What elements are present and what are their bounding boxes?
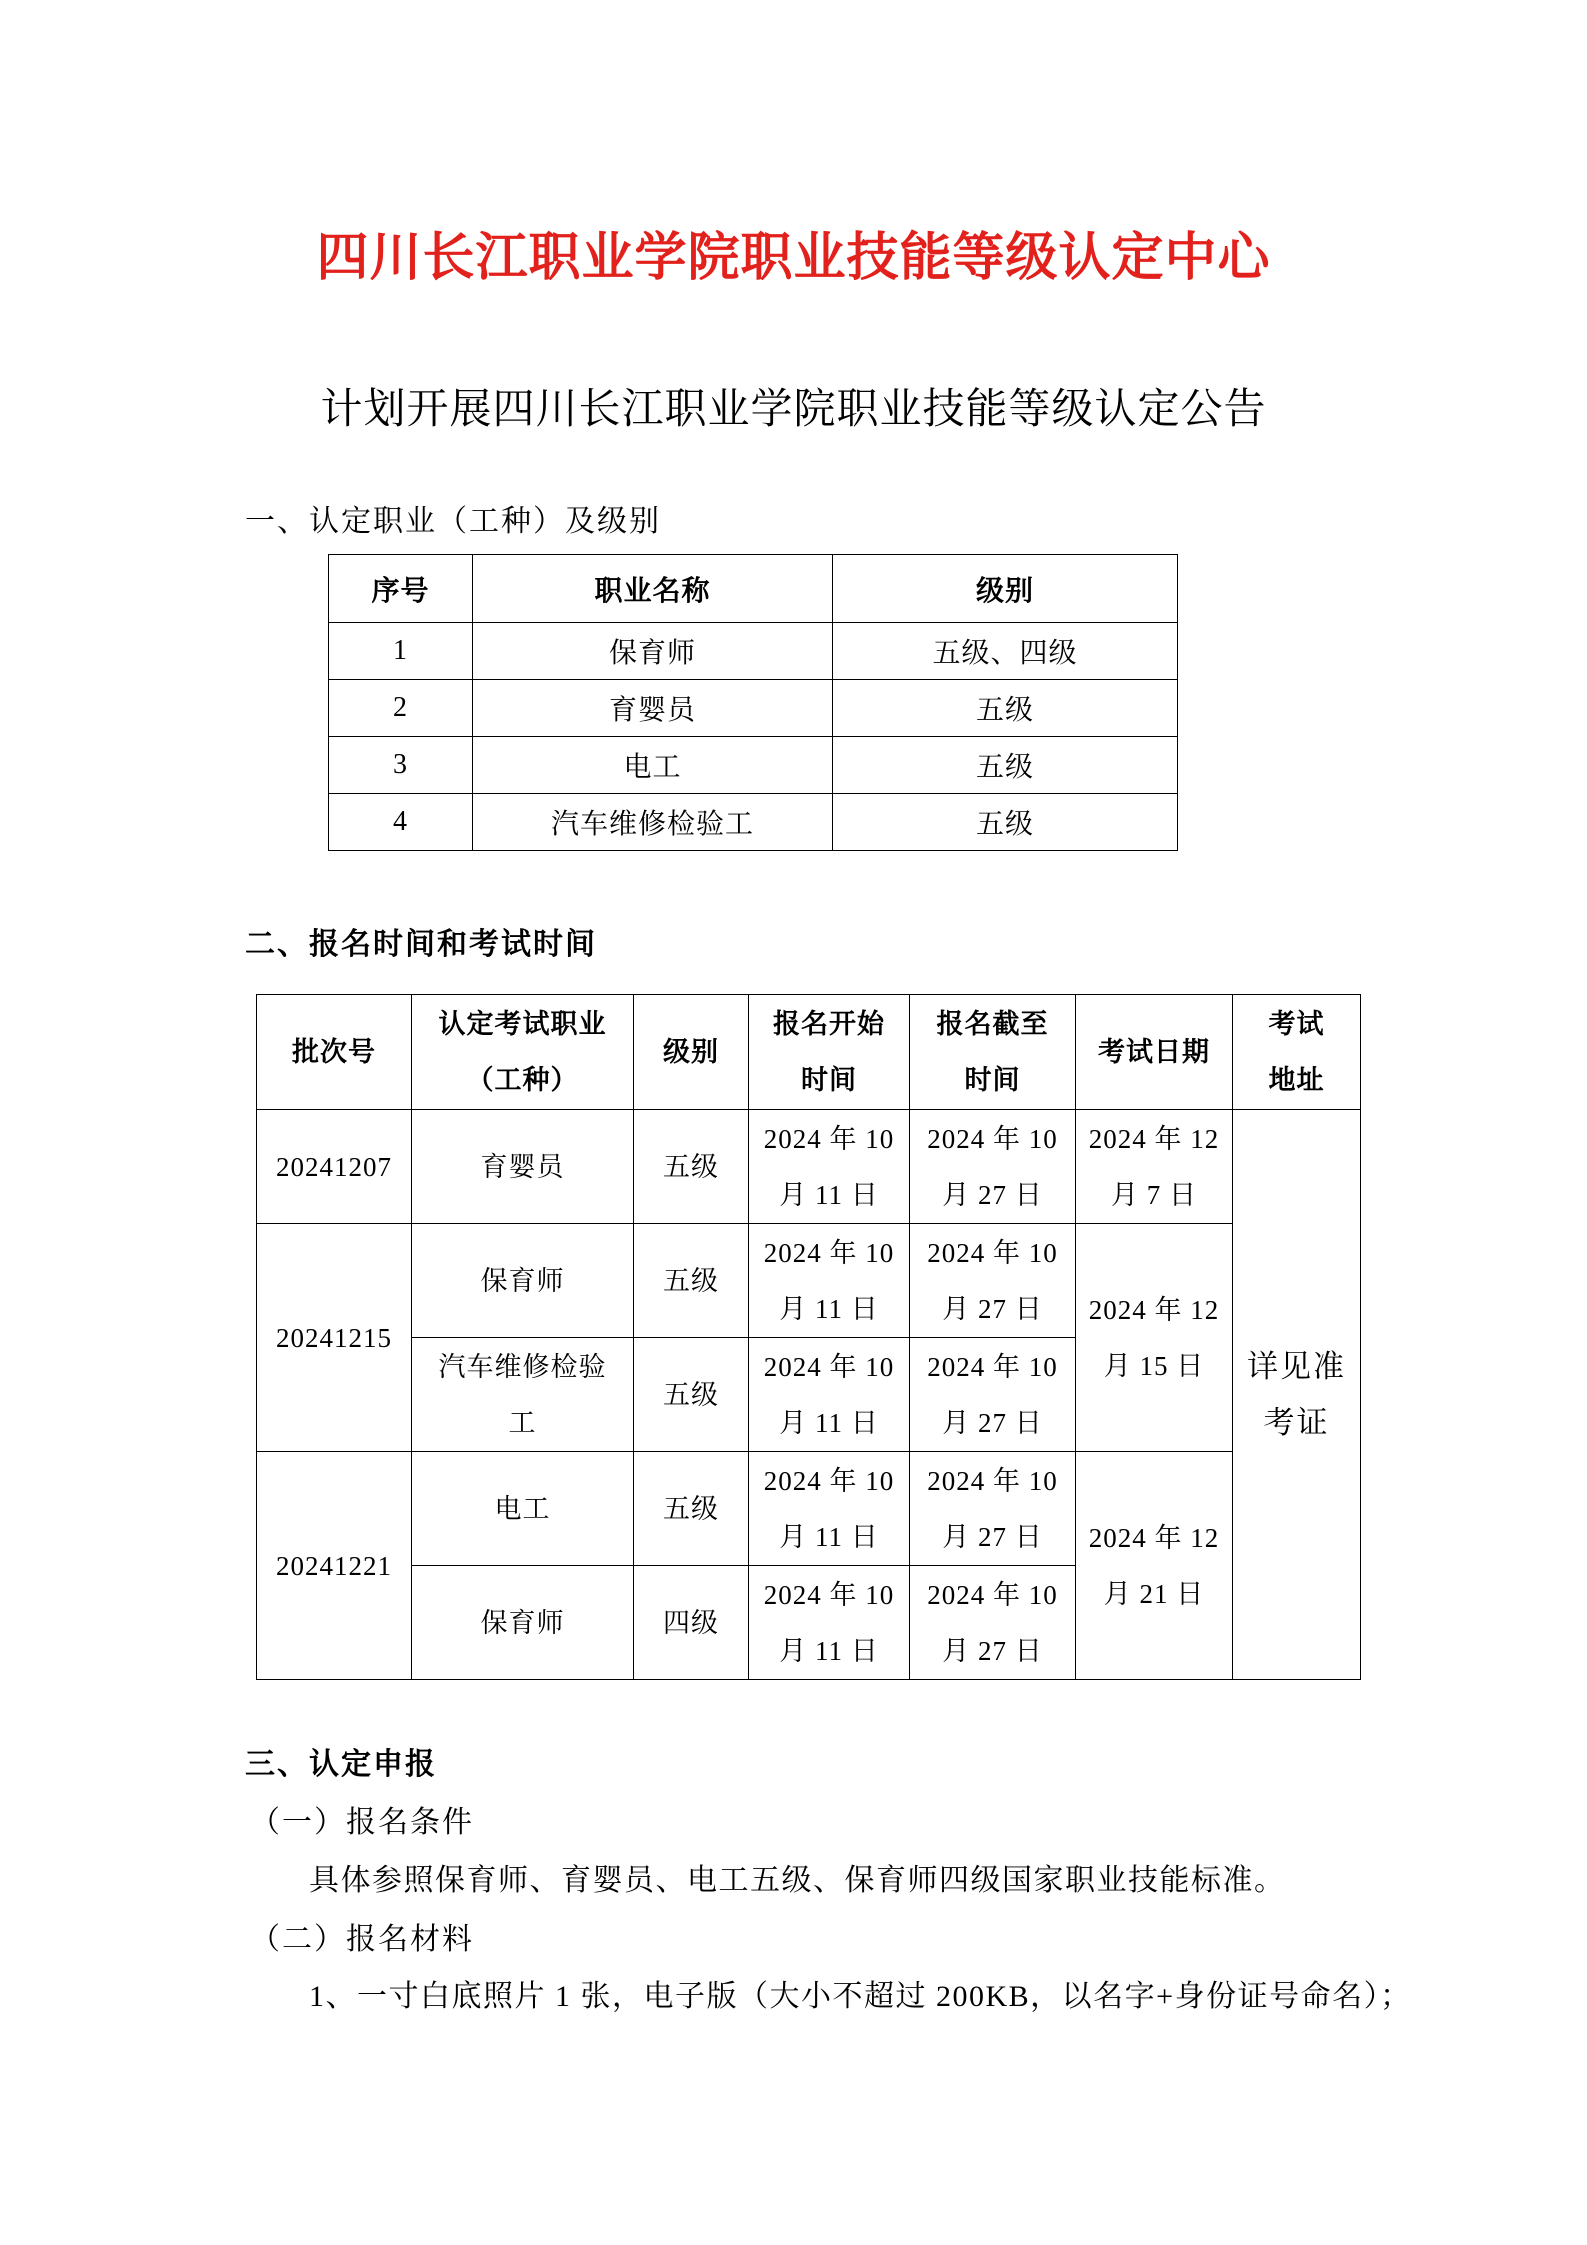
header-exam-date: 考试日期 (1076, 995, 1233, 1110)
registration-end: 2024 年 10 月 27 日 (910, 1566, 1076, 1680)
occupation-cell: 汽车维修检验工 (473, 794, 833, 851)
level-cell: 五级 (634, 1224, 749, 1338)
occupation-cell: 电工 (473, 737, 833, 794)
exam-date: 2024 年 12 月 15 日 (1076, 1224, 1233, 1452)
level-cell: 五级 (833, 737, 1178, 794)
header-registration-start: 报名开始 时间 (749, 995, 910, 1110)
subsection-materials: （二）报名材料 (250, 1923, 474, 1956)
registration-end: 2024 年 10 月 27 日 (910, 1110, 1076, 1224)
eligibility-paragraph: 具体参照保育师、育婴员、电工五级、保育师四级国家职业技能标准。 (309, 1864, 1286, 1897)
subsection-eligibility: （一）报名条件 (250, 1806, 474, 1839)
section2-heading: 二、报名时间和考试时间 (245, 928, 597, 961)
announcement-subtitle: 计划开展四川长江职业学院职业技能等级认定公告 (320, 387, 1267, 433)
occupation-cell: 育婴员 (473, 680, 833, 737)
registration-start: 2024 年 10 月 11 日 (749, 1110, 910, 1224)
header-level: 级别 (634, 995, 749, 1110)
table-row (329, 737, 1178, 794)
level-cell: 五级 (833, 794, 1178, 851)
level-cell: 五级 (634, 1110, 749, 1224)
materials-item-1: 1、一寸白底照片 1 张，电子版（大小不超过 200KB，以名字+身份证号命名）； (309, 1980, 1412, 2013)
occupation-cell: 汽车维修检验 工 (412, 1338, 634, 1452)
header-exam-address: 考试 地址 (1233, 995, 1361, 1110)
header-occupation: 职业名称 (473, 555, 833, 623)
occupation-cell: 电工 (412, 1452, 634, 1566)
batch-number: 20241221 (257, 1452, 412, 1680)
registration-end: 2024 年 10 月 27 日 (910, 1338, 1076, 1452)
level-cell: 五级、四级 (833, 623, 1178, 680)
schedule-table (256, 994, 1361, 1680)
serial-cell: 4 (329, 794, 473, 851)
header-batch: 批次号 (257, 995, 412, 1110)
registration-end: 2024 年 10 月 27 日 (910, 1224, 1076, 1338)
table-row (257, 1110, 1361, 1224)
occupation-level-table (328, 554, 1178, 851)
table-row (257, 1224, 1361, 1338)
occupation-cell: 保育师 (412, 1566, 634, 1680)
occupation-cell: 保育师 (412, 1224, 634, 1338)
batch-number: 20241207 (257, 1110, 412, 1224)
table-row (329, 794, 1178, 851)
occupation-cell: 保育师 (473, 623, 833, 680)
level-cell: 四级 (634, 1566, 749, 1680)
exam-date: 2024 年 12 月 21 日 (1076, 1452, 1233, 1680)
table-row (329, 623, 1178, 680)
header-serial: 序号 (329, 555, 473, 623)
serial-cell: 1 (329, 623, 473, 680)
serial-cell: 2 (329, 680, 473, 737)
table-row (329, 680, 1178, 737)
section3-heading: 三、认定申报 (245, 1748, 437, 1781)
serial-cell: 3 (329, 737, 473, 794)
exam-address: 详见准 考证 (1233, 1110, 1361, 1680)
header-occupation: 认定考试职业 （工种） (412, 995, 634, 1110)
level-cell: 五级 (634, 1338, 749, 1452)
level-cell: 五级 (634, 1452, 749, 1566)
registration-start: 2024 年 10 月 11 日 (749, 1452, 910, 1566)
section1-heading: 一、认定职业（工种）及级别 (245, 505, 661, 538)
registration-end: 2024 年 10 月 27 日 (910, 1452, 1076, 1566)
level-cell: 五级 (833, 680, 1178, 737)
registration-start: 2024 年 10 月 11 日 (749, 1566, 910, 1680)
header-level: 级别 (833, 555, 1178, 623)
registration-start: 2024 年 10 月 11 日 (749, 1338, 910, 1452)
registration-start: 2024 年 10 月 11 日 (749, 1224, 910, 1338)
page-title: 四川长江职业学院职业技能等级认定中心 (316, 230, 1271, 287)
exam-date: 2024 年 12 月 7 日 (1076, 1110, 1233, 1224)
table-header-row (329, 555, 1178, 623)
header-registration-end: 报名截至 时间 (910, 995, 1076, 1110)
occupation-cell: 育婴员 (412, 1110, 634, 1224)
table-header-row (257, 995, 1361, 1110)
batch-number: 20241215 (257, 1224, 412, 1452)
table-row (257, 1452, 1361, 1566)
